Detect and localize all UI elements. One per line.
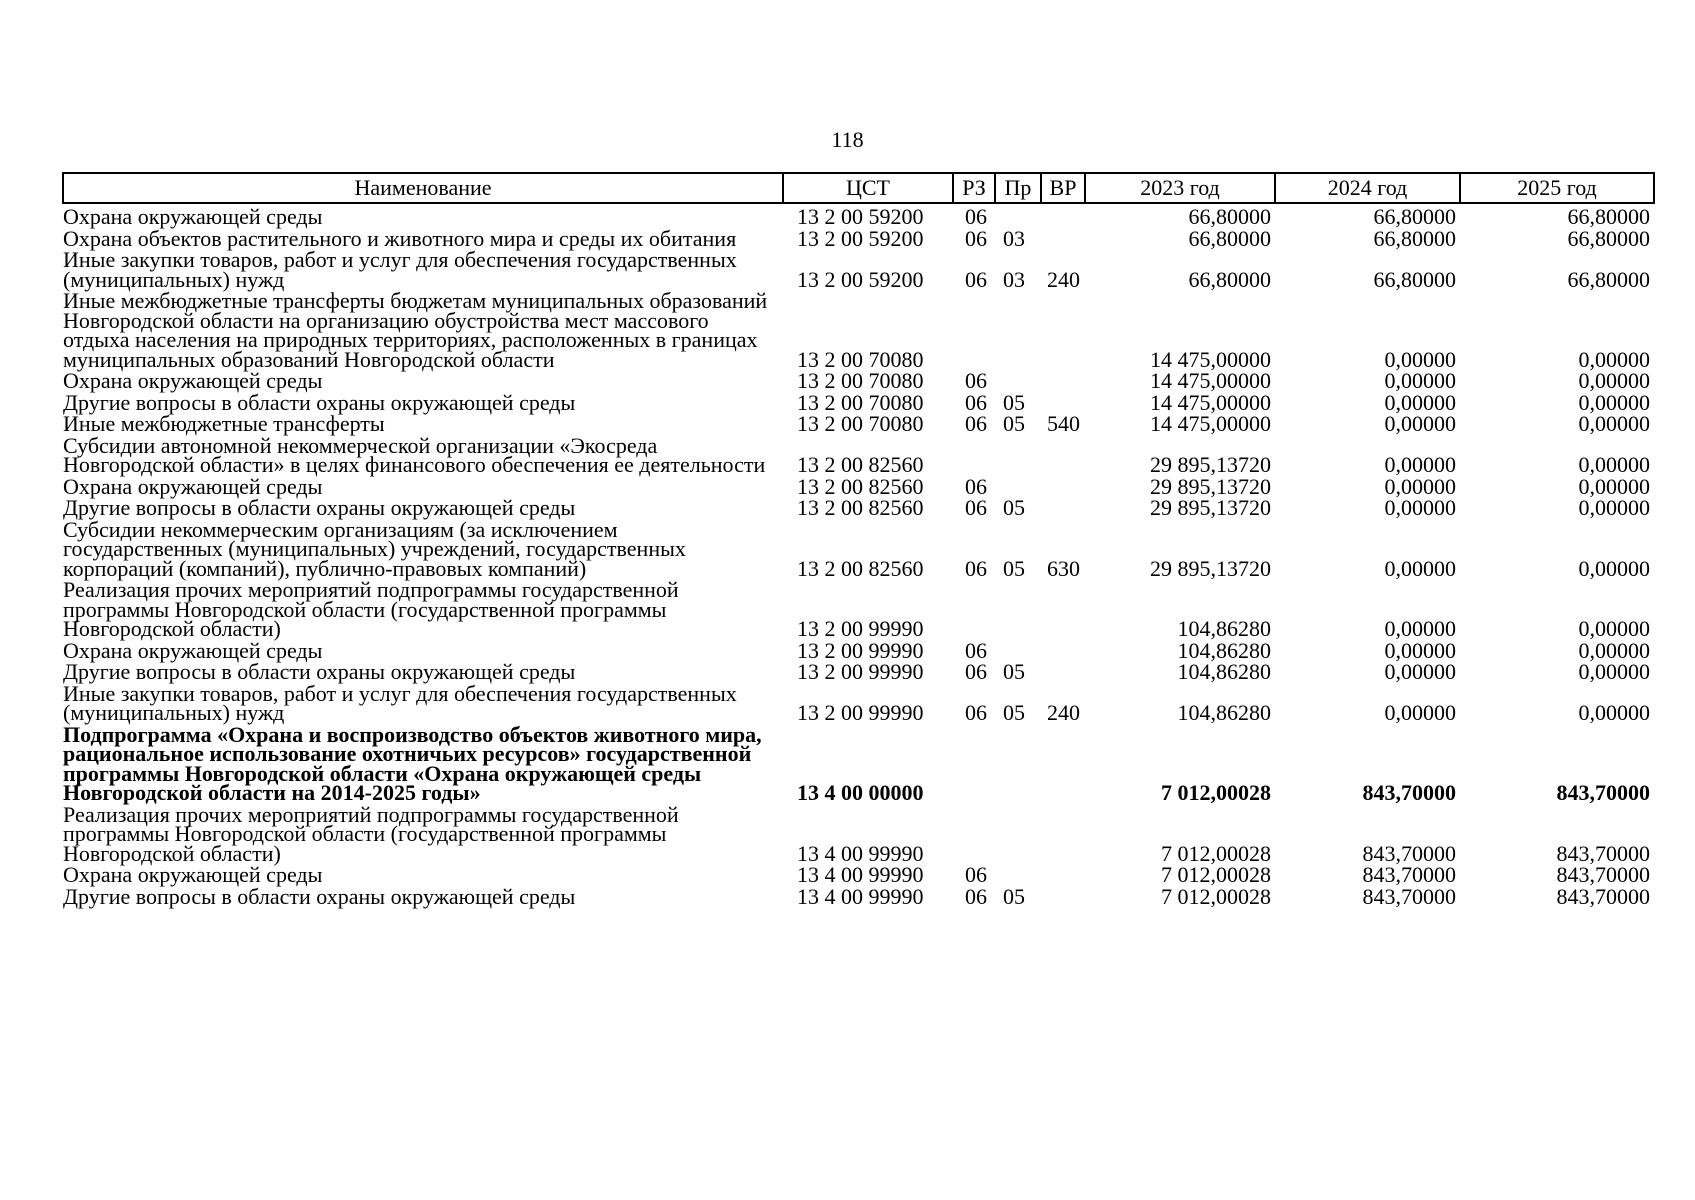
cell-pr <box>995 435 1041 476</box>
cell-y2024: 66,80000 <box>1373 225 1456 251</box>
cell-y2025: 0,00000 <box>1578 700 1650 725</box>
budget-table <box>62 172 1655 907</box>
cell-rz <box>953 435 995 476</box>
cell-pr: 05 <box>1003 411 1025 436</box>
cell-name: Реализация прочих мероприятий подпрограммы государственной программы Новгородской области (государственной программы Новгородской области) <box>63 801 679 866</box>
cell-pr <box>995 640 1041 662</box>
table-row <box>63 203 1654 228</box>
cell-rz: 06 <box>965 389 987 415</box>
cell-pr <box>995 804 1041 865</box>
cell-pr: 05 <box>1003 495 1025 520</box>
cell-name: Охрана объектов растительного и животного мира и среды их обитания <box>63 225 737 251</box>
cell-cst: 13 2 00 70080 <box>797 389 924 415</box>
cell-rz <box>953 804 995 865</box>
cell-y2024: 843,70000 <box>1362 862 1456 887</box>
cell-rz: 06 <box>965 225 987 251</box>
table-row <box>63 661 1654 683</box>
cell-y2024: 843,70000 <box>1362 840 1456 866</box>
cell-y2023: 66,80000 <box>1188 266 1271 292</box>
table-row <box>63 640 1654 662</box>
table-row <box>63 886 1654 908</box>
cell-name: Охрана окружающей среды <box>63 473 323 499</box>
cell-cst: 13 2 00 59200 <box>797 225 924 251</box>
table-row <box>63 476 1654 498</box>
table-row <box>63 392 1654 414</box>
cell-y2024: 0,00000 <box>1384 616 1456 641</box>
cell-cst: 13 4 00 99990 <box>797 883 924 909</box>
cell-cst: 13 2 00 99990 <box>797 616 924 641</box>
cell-y2025: 66,80000 <box>1567 266 1650 292</box>
cell-name: Подпрограмма «Охрана и воспроизводство объектов животного мира, рациональное использование охотничьих ресурсов» государственной программы Новгородской области «Охрана окружающей среды Новгородской области на 2014-2025 годы» <box>63 721 762 805</box>
cell-y2024: 843,70000 <box>1362 883 1456 909</box>
cell-pr: 05 <box>1003 555 1025 581</box>
cell-vr <box>1041 290 1085 370</box>
table-row <box>63 683 1654 724</box>
cell-y2023: 104,86280 <box>1177 659 1271 684</box>
cell-y2024: 66,80000 <box>1373 266 1456 292</box>
cell-cst: 13 4 00 99990 <box>797 862 924 887</box>
cell-y2023: 14 475,00000 <box>1150 411 1271 436</box>
table-row <box>63 864 1654 886</box>
cell-y2024: 0,00000 <box>1384 452 1456 477</box>
cell-y2024: 0,00000 <box>1384 346 1456 372</box>
cell-y2025: 0,00000 <box>1578 368 1650 393</box>
cell-rz: 06 <box>965 368 987 393</box>
cell-y2023: 29 895,13720 <box>1150 495 1271 520</box>
cell-rz: 06 <box>965 700 987 725</box>
cell-vr: 630 <box>1047 555 1080 581</box>
cell-rz <box>953 724 995 804</box>
cell-cst: 13 4 00 99990 <box>797 840 924 866</box>
cell-cst: 13 2 00 70080 <box>797 346 924 372</box>
cell-cst: 13 2 00 59200 <box>797 266 924 292</box>
cell-y2025: 843,70000 <box>1556 840 1650 866</box>
cell-y2025: 0,00000 <box>1578 389 1650 415</box>
cell-y2025: 0,00000 <box>1578 473 1650 499</box>
header-name: Наименование <box>63 173 783 203</box>
cell-rz: 06 <box>965 883 987 909</box>
cell-cst: 13 2 00 99990 <box>797 637 924 663</box>
cell-vr <box>1041 724 1085 804</box>
cell-rz: 06 <box>965 659 987 684</box>
cell-y2025: 0,00000 <box>1578 555 1650 581</box>
cell-y2024: 0,00000 <box>1384 389 1456 415</box>
cell-pr <box>995 476 1041 498</box>
cell-y2024: 843,70000 <box>1362 780 1456 805</box>
cell-name: Другие вопросы в области охраны окружающей среды <box>63 883 576 909</box>
table-row <box>63 804 1654 865</box>
cell-y2024: 0,00000 <box>1384 555 1456 581</box>
cell-y2023: 7 012,00028 <box>1161 883 1271 909</box>
table-row <box>63 290 1654 370</box>
cell-name: Иные межбюджетные трансферты бюджетам муниципальных образований Новгородской области на организацию обустройства мест массового отдыха населения на природных территориях, расположенных в границах муниципальных образований Новгородской области <box>63 288 768 372</box>
table-row <box>63 370 1654 392</box>
header-2024: 2024 год <box>1275 173 1460 203</box>
cell-rz <box>953 290 995 370</box>
table-row <box>63 497 1654 519</box>
cell-pr <box>995 864 1041 886</box>
cell-vr <box>1041 661 1085 683</box>
table-row <box>63 579 1654 640</box>
cell-name: Субсидии некоммерческим организациям (за исключением государственных (муниципальных) учреждений, государственных корпораций (компаний), публично-правовых компаний) <box>63 516 686 581</box>
cell-cst: 13 4 00 00000 <box>797 780 924 805</box>
cell-y2023: 7 012,00028 <box>1161 862 1271 887</box>
cell-vr <box>1041 640 1085 662</box>
cell-name: Субсидии автономной некоммерческой организации «Экосреда Новгородской области» в целях финансового обеспечения ее деятельности <box>63 432 766 477</box>
cell-y2025: 0,00000 <box>1578 346 1650 372</box>
cell-cst: 13 2 00 82560 <box>797 555 924 581</box>
cell-y2025: 0,00000 <box>1578 616 1650 641</box>
cell-cst: 13 2 00 82560 <box>797 473 924 499</box>
cell-name: Реализация прочих мероприятий подпрограммы государственной программы Новгородской области (государственной программы Новгородской области) <box>63 577 679 641</box>
cell-y2023: 14 475,00000 <box>1150 346 1271 372</box>
cell-name: Другие вопросы в области охраны окружающей среды <box>63 659 576 684</box>
cell-cst: 13 2 00 70080 <box>797 411 924 436</box>
cell-y2025: 66,80000 <box>1567 225 1650 251</box>
cell-y2024: 0,00000 <box>1384 637 1456 663</box>
cell-y2025: 66,80000 <box>1567 204 1650 229</box>
cell-y2025: 0,00000 <box>1578 495 1650 520</box>
cell-cst: 13 2 00 99990 <box>797 700 924 725</box>
header-2023: 2023 год <box>1085 173 1275 203</box>
cell-y2023: 104,86280 <box>1177 700 1271 725</box>
header-pr: Пр <box>995 173 1041 203</box>
cell-y2024: 0,00000 <box>1384 659 1456 684</box>
cell-vr: 540 <box>1047 411 1080 436</box>
table-body <box>63 203 1654 907</box>
cell-y2025: 843,70000 <box>1556 780 1650 805</box>
cell-y2024: 0,00000 <box>1384 700 1456 725</box>
cell-y2025: 0,00000 <box>1578 411 1650 436</box>
table-row <box>63 435 1654 476</box>
cell-y2023: 7 012,00028 <box>1161 780 1271 805</box>
cell-pr: 05 <box>1003 883 1025 909</box>
cell-name: Другие вопросы в области охраны окружающей среды <box>63 495 576 520</box>
cell-cst: 13 2 00 99990 <box>797 659 924 684</box>
cell-rz: 06 <box>965 555 987 581</box>
cell-rz: 06 <box>965 862 987 887</box>
cell-vr <box>1041 497 1085 519</box>
cell-y2023: 14 475,00000 <box>1150 389 1271 415</box>
table-row <box>63 519 1654 580</box>
cell-vr <box>1041 476 1085 498</box>
cell-cst: 13 2 00 59200 <box>797 204 924 229</box>
cell-pr <box>995 290 1041 370</box>
page-number: 118 <box>831 127 864 152</box>
cell-vr <box>1041 392 1085 414</box>
table-header-row <box>63 173 1654 203</box>
header-rz: РЗ <box>953 173 995 203</box>
cell-name: Охрана окружающей среды <box>63 368 323 393</box>
cell-y2023: 104,86280 <box>1177 637 1271 663</box>
cell-cst: 13 2 00 70080 <box>797 368 924 393</box>
cell-y2023: 66,80000 <box>1188 225 1271 251</box>
cell-rz: 06 <box>965 473 987 499</box>
cell-vr <box>1041 579 1085 640</box>
cell-pr <box>995 724 1041 804</box>
cell-y2023: 29 895,13720 <box>1150 473 1271 499</box>
cell-y2025: 0,00000 <box>1578 637 1650 663</box>
cell-rz: 06 <box>965 266 987 292</box>
table-row <box>63 724 1654 804</box>
cell-name: Иные закупки товаров, работ и услуг для обеспечения государственных (муниципальных) нужд <box>63 247 737 292</box>
table-row <box>63 249 1654 290</box>
cell-vr <box>1041 804 1085 865</box>
cell-cst: 13 2 00 82560 <box>797 452 924 477</box>
cell-vr <box>1041 435 1085 476</box>
cell-y2023: 7 012,00028 <box>1161 840 1271 866</box>
cell-y2023: 29 895,13720 <box>1150 452 1271 477</box>
cell-y2023: 104,86280 <box>1177 616 1271 641</box>
cell-y2024: 0,00000 <box>1384 495 1456 520</box>
header-cst: ЦСТ <box>783 173 953 203</box>
cell-pr: 03 <box>1003 266 1025 292</box>
cell-y2024: 66,80000 <box>1373 204 1456 229</box>
cell-pr: 05 <box>1003 659 1025 684</box>
cell-rz: 06 <box>965 411 987 436</box>
cell-rz <box>953 579 995 640</box>
cell-vr: 240 <box>1047 700 1080 725</box>
table-row <box>63 228 1654 250</box>
cell-vr <box>1041 886 1085 908</box>
cell-pr <box>995 203 1041 228</box>
cell-rz: 06 <box>965 637 987 663</box>
cell-name: Иные межбюджетные трансферты <box>63 411 385 436</box>
cell-vr <box>1041 228 1085 250</box>
cell-rz: 06 <box>965 495 987 520</box>
cell-y2025: 843,70000 <box>1556 862 1650 887</box>
cell-name: Иные закупки товаров, работ и услуг для обеспечения государственных (муниципальных) нужд <box>63 680 737 725</box>
cell-y2024: 0,00000 <box>1384 368 1456 393</box>
cell-vr <box>1041 864 1085 886</box>
table-row <box>63 413 1654 435</box>
cell-y2025: 843,70000 <box>1556 883 1650 909</box>
cell-name: Охрана окружающей среды <box>63 204 323 229</box>
cell-y2023: 29 895,13720 <box>1150 555 1271 581</box>
cell-vr <box>1041 370 1085 392</box>
cell-cst: 13 2 00 82560 <box>797 495 924 520</box>
cell-rz: 06 <box>965 204 987 229</box>
cell-pr <box>995 579 1041 640</box>
cell-y2025: 0,00000 <box>1578 452 1650 477</box>
cell-vr: 240 <box>1047 266 1080 292</box>
cell-y2025: 0,00000 <box>1578 659 1650 684</box>
header-2025: 2025 год <box>1460 173 1654 203</box>
cell-y2023: 66,80000 <box>1188 204 1271 229</box>
cell-name: Охрана окружающей среды <box>63 862 323 887</box>
cell-vr <box>1041 203 1085 228</box>
cell-y2023: 14 475,00000 <box>1150 368 1271 393</box>
cell-y2024: 0,00000 <box>1384 473 1456 499</box>
cell-pr: 03 <box>1003 225 1025 251</box>
cell-pr <box>995 370 1041 392</box>
cell-y2024: 0,00000 <box>1384 411 1456 436</box>
cell-pr: 05 <box>1003 389 1025 415</box>
header-vr: ВР <box>1041 173 1085 203</box>
cell-pr: 05 <box>1003 700 1025 725</box>
cell-name: Другие вопросы в области охраны окружающей среды <box>63 389 576 415</box>
cell-name: Охрана окружающей среды <box>63 637 323 663</box>
